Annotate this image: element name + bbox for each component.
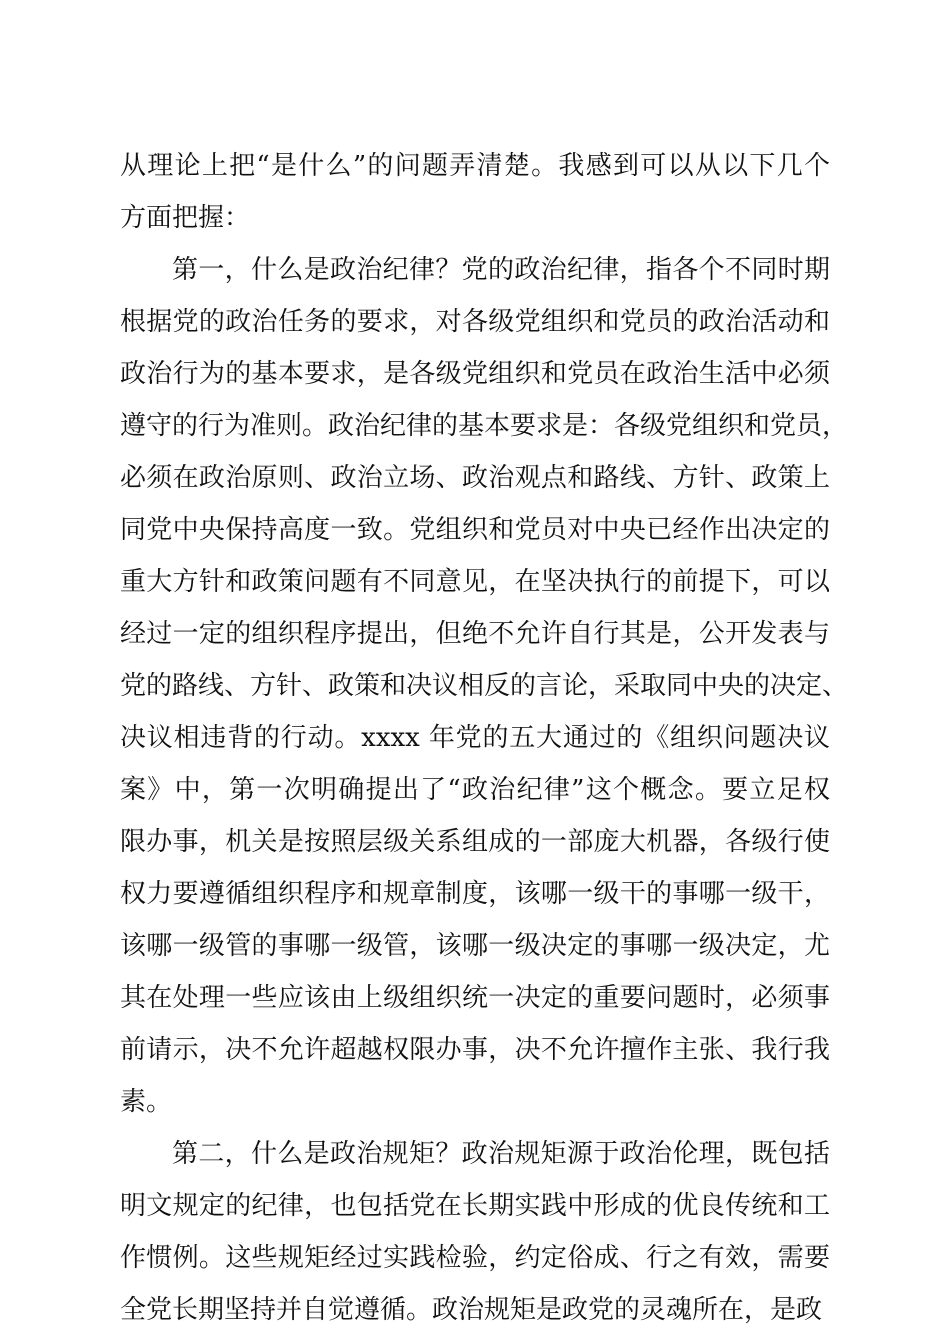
text-line: 政治行为的基本要求，是各级党组织和党员在政治生活中必须 <box>120 359 830 389</box>
text-line: 重大方针和政策问题有不同意见，在坚决执行的前提下，可以 <box>120 567 830 597</box>
paragraph-second <box>120 1128 830 1336</box>
text-line: 案》中，第一次明确提出了“政治纪律”这个概念。要立足权 <box>120 775 830 805</box>
text-line: 同党中央保持高度一致。党组织和党员对中央已经作出决定的 <box>120 515 830 545</box>
text-line: 遵守的行为准则。政治纪律的基本要求是：各级党组织和党员， <box>120 411 849 441</box>
paragraph-first <box>120 244 849 1128</box>
text-line: 前请示，决不允许超越权限办事，决不允许擅作主张、我行我 <box>120 1035 830 1065</box>
text-line: 作惯例。这些规矩经过实践检验，约定俗成、行之有效，需要 <box>120 1243 830 1273</box>
text-line: 必须在政治原则、政治立场、政治观点和路线、方针、政策上 <box>120 463 830 493</box>
text-line: 根据党的政治任务的要求，对各级党组织和党员的政治活动和 <box>120 307 830 337</box>
document-body <box>120 140 849 1336</box>
text-line: 第一，什么是政治纪律？党的政治纪律，指各个不同时期 <box>172 255 830 285</box>
text-line: 第二，什么是政治规矩？政治规矩源于政治伦理，既包括 <box>172 1139 830 1169</box>
text-line: 全党长期坚持并自觉遵循。政治规矩是政党的灵魂所在，是政 <box>120 1295 823 1325</box>
text-line: 党的路线、方针、政策和决议相反的言论，采取同中央的决定、 <box>120 671 849 701</box>
text-line: 限办事，机关是按照层级关系组成的一部庞大机器，各级行使 <box>120 827 830 857</box>
text-line: 明文规定的纪律，也包括党在长期实践中形成的优良传统和工 <box>120 1191 830 1221</box>
text-line: 素。 <box>120 1087 173 1117</box>
text-line: 从理论上把“是什么”的问题弄清楚。我感到可以从以下几个 <box>120 151 830 181</box>
paragraph-intro <box>120 140 830 244</box>
text-line: 该哪一级管的事哪一级管，该哪一级决定的事哪一级决定，尤 <box>120 931 830 961</box>
text-line: 其在处理一些应该由上级组织统一决定的重要问题时，必须事 <box>120 983 830 1013</box>
text-line: 权力要遵循组织程序和规章制度，该哪一级干的事哪一级干， <box>120 879 830 909</box>
text-line: 决议相违背的行动。xxxx 年党的五大通过的《组织问题决议 <box>120 723 830 753</box>
text-line: 经过一定的组织程序提出，但绝不允许自行其是，公开发表与 <box>120 619 830 649</box>
text-line: 方面把握： <box>120 203 251 233</box>
